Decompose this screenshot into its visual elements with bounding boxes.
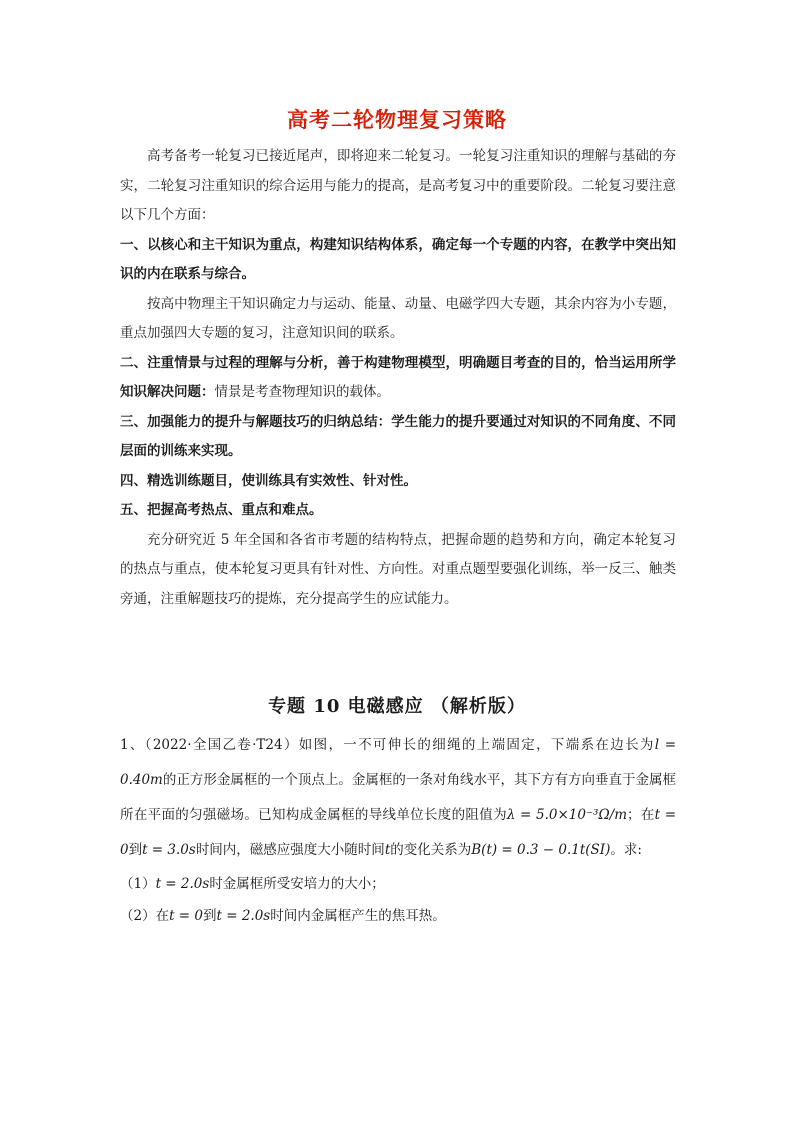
formula-t0: t = 0 xyxy=(169,908,204,924)
problem-text: 1、（2022·全国乙卷·T24）如图，一不可伸长的细绳的上端固定，下端系在边长为 xyxy=(120,737,655,753)
question-label: （2）在 xyxy=(120,908,170,924)
question-1 xyxy=(120,868,676,900)
point-1-heading: 一、以核心和主干知识为重点，构建知识结构体系，确定每一个专题的内容，在教学中突出知识的内在联系与综合。 xyxy=(120,236,676,282)
point-1-body: 按高中物理主干知识确定力与运动、能量、动量、电磁学四大专题，其余内容为小专题，重点加强四大专题的复习，注意知识间的联系。 xyxy=(120,295,676,341)
section-subtitle: 专题 10 电磁感应 （解析版） xyxy=(268,696,526,717)
strategy-body xyxy=(120,142,676,614)
point-2 xyxy=(120,349,676,408)
point-5-heading: 五、把握高考热点、重点和难点。 xyxy=(120,502,323,518)
point-5-body: 充分研究近 5 年全国和各省市考题的结构特点，把握命题的趋势和方向，确定本轮复习的热点与重点，使本轮复习更具有针对性、方向性。对重点题型要强化训练，举一反三、触类旁通，注重解题技巧的提炼，充分提高学生的应试能力。 xyxy=(120,531,676,607)
question-text: 时间内金属框产生的焦耳热。 xyxy=(270,908,446,924)
page-title: 高考二轮物理复习策略 xyxy=(287,108,507,132)
problem-text: 的正方形金属框的一个顶点上。金属框的一条对角线水平，其下方有方向垂直于金属框所在平面的匀强磁场。已知构成金属框的导线单位长度的阻值为 xyxy=(120,772,676,823)
point-3-heading: 三、加强能力的提升与解题技巧的归纳总结： xyxy=(120,413,392,430)
question-text: 到 xyxy=(203,908,217,924)
point-2-tail: 情景是考查物理知识的载体。 xyxy=(214,384,390,400)
problem-text: 时间内，磁感应强度大小随时间 xyxy=(195,842,385,858)
formula-t: t xyxy=(384,842,391,858)
formula-t2: t = 2.0s xyxy=(155,876,210,892)
formula-t3: t = 3.0s xyxy=(142,842,196,858)
question-2 xyxy=(120,900,676,932)
problem-text: 到 xyxy=(128,842,143,858)
intro-paragraph: 高考备考一轮复习已接近尾声，即将迎来二轮复习。一轮复习注重知识的理解与基础的夯实，二轮复习注重知识的综合运用与能力的提高，是高考复习中的重要阶段。二轮复习要注意以下几个方面： xyxy=(120,148,676,223)
formula-side-length: l = 0.40m xyxy=(120,737,677,788)
formula-t0: t = 0 xyxy=(120,807,677,858)
formula-resistance: λ = 5.0×10⁻³Ω/m xyxy=(506,807,628,823)
point-3-tail: 学生能力的提升要通过对知识的不同角度、不同层面的训练来实现。 xyxy=(120,413,676,459)
problem-1 xyxy=(120,728,676,932)
formula-t2: t = 2.0s xyxy=(216,908,271,924)
point-3 xyxy=(120,408,676,467)
question-label: （1） xyxy=(120,876,156,892)
point-4-heading: 四、精选训练题目，使训练具有实效性、针对性。 xyxy=(120,472,417,489)
problem-1-statement xyxy=(120,728,676,868)
formula-b-of-t: B(t) = 0.3 − 0.1t(SI) xyxy=(471,842,611,858)
point-2-heading: 二、注重情景与过程的理解与分析，善于构建物理模型，明确题目考查的目的，恰当运用所学知识解决问题： xyxy=(120,354,676,400)
problem-text: ；在 xyxy=(627,807,655,823)
problem-text: 。求: xyxy=(610,842,642,858)
question-text: 时金属框所受安培力的大小； xyxy=(209,876,385,892)
problem-text: 的变化关系为 xyxy=(390,842,472,858)
